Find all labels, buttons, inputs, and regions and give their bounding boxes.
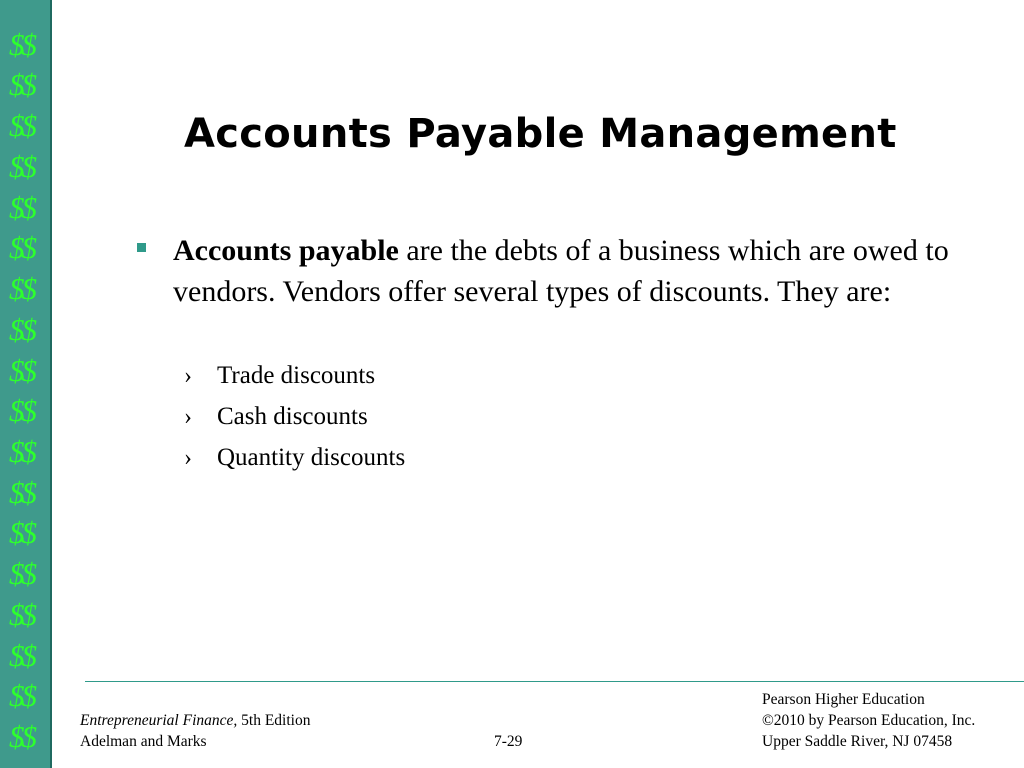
book-title-line [80,710,310,731]
list-item-text: Trade discounts [217,362,376,389]
dollar-sign-decoration: $$ [9,312,34,347]
dollar-sign-decoration: $$ [9,678,34,713]
slide-title: Accounts Payable Management [184,111,897,157]
list-item-text: Cash discounts [217,403,368,430]
copyright-line: ©2010 by Pearson Education, Inc. [762,712,976,729]
dollar-sign-decoration: $$ [9,597,34,632]
authors: Adelman and Marks [80,733,207,750]
dollar-sign-decoration: $$ [9,475,34,510]
bullet-bold-term: Accounts payable [173,234,399,267]
dollar-sign-decoration: $$ [9,230,34,265]
footer-book-info [80,710,310,752]
footer-divider [85,681,1024,682]
chevron-right-icon: › [184,363,192,389]
chevron-right-icon: › [184,445,192,471]
page-number: 7-29 [494,733,523,750]
dollar-sign-decoration: $$ [9,108,34,143]
dollar-sign-decoration: $$ [9,27,34,62]
bullet-text [173,230,993,312]
dollar-sign-decoration: $$ [9,434,34,469]
dollar-sign-decoration: $$ [9,353,34,388]
square-bullet-icon [137,243,146,252]
bullet-body: are the debts of a business which are owed to vendors. Vendors offer several types of discounts. They are: [173,234,949,308]
footer-publisher [762,689,975,752]
dollar-sign-decoration: $$ [9,190,34,225]
address-line: Upper Saddle River, NJ 07458 [762,733,953,750]
dollar-sign-decoration: $$ [9,67,34,102]
dollar-sign-decoration: $$ [9,719,34,754]
dollar-sign-decoration: $$ [9,149,34,184]
book-title: Entrepreneurial Finance, [80,712,238,729]
dollar-sign-decoration: $$ [9,515,34,550]
list-item-text: Quantity discounts [217,444,406,471]
dollar-sign-decoration: $$ [9,556,34,591]
dollar-sidebar [0,0,52,768]
dollar-sign-decoration: $$ [9,638,34,673]
chevron-right-icon: › [184,404,192,430]
book-edition: 5th Edition [237,712,311,729]
dollar-sign-decoration: $$ [9,393,34,428]
dollar-sign-decoration: $$ [9,271,34,306]
publisher-line: Pearson Higher Education [762,691,925,708]
